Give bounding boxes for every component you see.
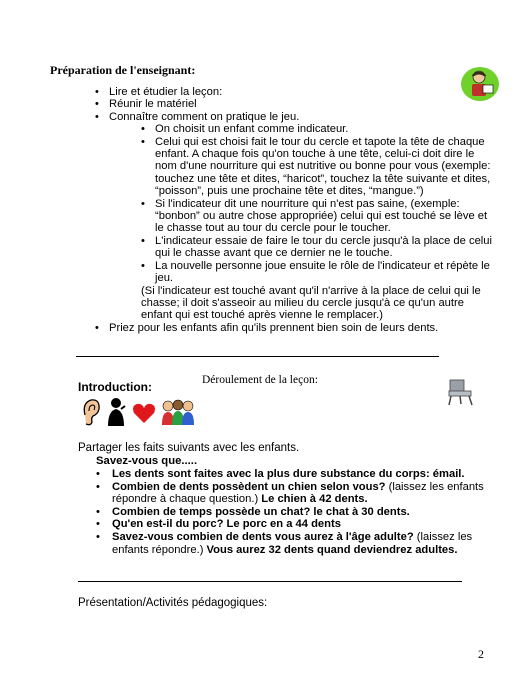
game-steps-list [141,123,495,322]
facts-list [96,468,486,556]
lesson-flow-heading: Déroulement de la leçon: [202,374,318,386]
did-you-know-heading: Savez-vous que..... [96,455,198,467]
list-item: • La nouvelle personne joue ensuite le rôle de l'indicateur et répète le jeu. [141,260,495,285]
list-item [96,531,486,556]
praying-child-icon [104,397,128,427]
fact-question: Combien de temps possède un chat? le chat à 30 dents. [112,505,410,518]
preparation-title: Préparation de l'enseignant: [50,63,196,77]
preparation-list [95,86,495,334]
children-group-icon [160,399,196,427]
fact-answer: Le chien à 42 dents. [261,493,368,506]
fact-question: Les dents sont faites avec la plus dure substance du corps: émail. [112,468,465,480]
fact-instruction: (laissez les enfants répondre à chaque question.) [112,480,484,506]
list-item: • L'indicateur essaie de faire le tour du cercle jusqu'à la place de celui qui le chasse avant que ce dernier ne le touche. [141,235,495,260]
list-item: • Celui qui est choisi fait le tour du cercle et tapote la tête de chaque enfant. A chaque fois qu'on touche à une tête, celui-ci doit dire le nom d'une nourriture qui est nutritive ou bonne pour vous (exemple: touchez une tête et dites, “haricot”, touchez la tête suivante et dites, “poisson”, puis une prochaine tête et dites, “mangue.”) [141,136,495,198]
presentation-heading: Présentation/Activités pédagogiques: [78,597,268,609]
fact-answer: Vous aurez 32 dents quand deviendrez adultes. [206,543,458,556]
list-item-label: Connaître comment on pratique le jeu. [109,110,300,123]
divider [78,581,462,582]
fact-instruction: (laissez les enfants répondre.) [112,530,473,556]
chair-icon [446,378,476,406]
divider [76,356,439,357]
list-item: • Si l'indicateur dit une nourriture qui n'est pas saine, (exemple: “bonbon” ou autre chose appropriée) celui qui est touché se lève et le chasse tout au tour du cercle pour le toucher. [141,198,495,235]
list-item: • On choisit un enfant comme indicateur. [141,123,495,135]
list-item: • Réunir le matériel [95,98,495,110]
list-item [95,111,495,322]
list-item [96,506,486,519]
list-item [96,468,486,481]
fact-question: Qu'en est-il du porc? Le porc en a 44 dents [112,518,341,531]
list-item: • Priez pour les enfants afin qu'ils prennent bien soin de leurs dents. [95,322,495,334]
share-facts-instruction: Partager les faits suivants avec les enfants. [78,442,300,454]
introduction-heading: Introduction: [78,380,152,394]
game-note: (Si l'indicateur est touché avant qu'il n'arrive à la place de celui qui le chasse; il doit s'asseoir au milieu du cercle jusqu'à ce qu'un autre enfant qui est touché après vienne le remplacer.) [141,284,481,322]
fact-question: Savez-vous combien de dents vous aurez à l'âge adulte? [112,530,414,543]
page-number: 2 [478,647,484,661]
list-item: • Lire et étudier la leçon: [95,86,495,98]
fact-question: Combien de dents possèdent un chien selon vous? [112,480,386,493]
list-item [96,518,486,531]
ear-icon [80,397,102,427]
heart-icon [132,402,156,424]
list-item [96,481,486,506]
